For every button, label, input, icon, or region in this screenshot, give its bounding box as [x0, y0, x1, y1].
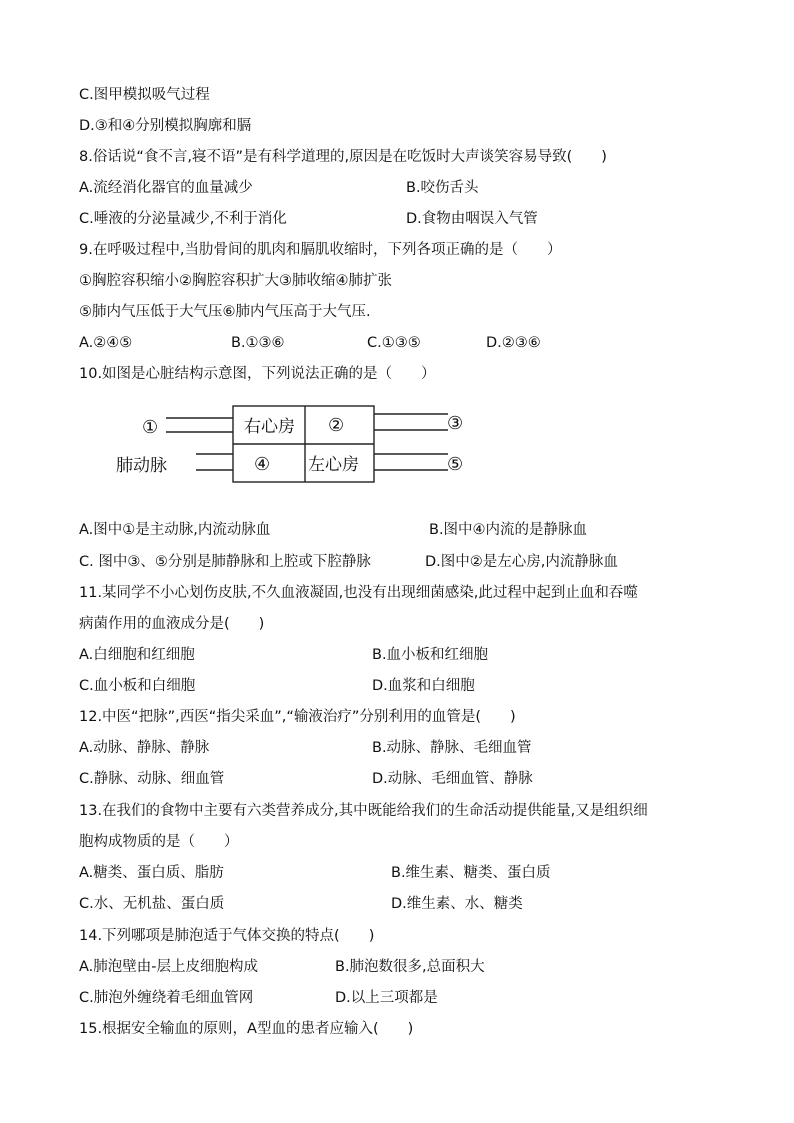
q10-option-b: B.图中④内流的是静脉血	[429, 522, 588, 538]
q11-option-d: D.血浆和白细胞	[372, 678, 475, 694]
q11-option-c: C.血小板和白细胞	[79, 678, 196, 694]
right-atrium-label: 右心房	[244, 417, 295, 437]
q10-option-a: A.图中①是主动脉,内流动脉血	[79, 522, 271, 538]
q13-option-d: D.维生素、水、糖类	[391, 896, 523, 912]
q13-option-b: B.维生素、糖类、蛋白质	[391, 865, 551, 881]
q9-option-b: B.①③⑥	[231, 335, 285, 351]
q9-statements-2: ⑤肺内气压低于大气压⑥肺内气压高于大气压.	[79, 304, 371, 320]
q9-statements-1: ①胸腔容积缩小②胸腔容积扩大③肺收缩④肺扩张	[79, 273, 392, 289]
question-10: 10.如图是心脏结构示意图，下列说法正确的是（ ）	[79, 366, 436, 382]
marker-4: ④	[254, 454, 271, 475]
option-c-prev: C.图甲模拟吸气过程	[79, 87, 210, 103]
question-13-line-1: 13.在我们的食物中主要有六类营养成分,其中既能给我们的生命活动提供能量,又是组织细	[79, 803, 648, 819]
question-15: 15.根据安全输血的原则，A型血的患者应输入( )	[79, 1021, 414, 1037]
marker-5: ⑤	[447, 454, 464, 475]
q14-option-c: C.肺泡外缠绕着毛细血管网	[79, 990, 254, 1006]
q10-option-c: C. 图中③、⑤分别是肺静脉和上腔或下腔静脉	[79, 554, 371, 570]
heart-structure-diagram	[110, 400, 490, 495]
q12-option-a: A.动脉、静脉、静脉	[79, 740, 210, 756]
q14-option-d: D.以上三项都是	[335, 990, 438, 1006]
question-9: 9.在呼吸过程中,当肋骨间的肌肉和膈肌收缩时，下列各项正确的是（ ）	[79, 242, 562, 258]
left-atrium-label: 左心房	[308, 455, 359, 475]
q8-option-d: D.食物由咽误入气管	[406, 211, 538, 227]
marker-3: ③	[447, 413, 464, 434]
q8-option-c: C.唾液的分泌量减少,不利于消化	[79, 211, 287, 227]
marker-2: ②	[328, 415, 345, 436]
q13-option-c: C.水、无机盐、蛋白质	[79, 896, 225, 912]
q14-option-a: A.肺泡壁由-层上皮细胞构成	[79, 959, 259, 975]
q10-option-d: D.图中②是左心房,内流静脉血	[425, 554, 618, 570]
question-8: 8.俗话说“食不言,寝不语”是有科学道理的,原因是在吃饭时大声谈笑容易导致( )	[79, 149, 607, 165]
question-14: 14.下列哪项是肺泡适于气体交换的特点( )	[79, 928, 375, 944]
q12-option-d: D.动脉、毛细血管、静脉	[372, 771, 533, 787]
marker-1: ①	[142, 417, 159, 438]
q13-option-a: A.糖类、蛋白质、脂肪	[79, 865, 224, 881]
question-11-line-2: 病菌作用的血液成分是( )	[79, 616, 265, 632]
q11-option-b: B.血小板和红细胞	[372, 647, 489, 663]
question-12: 12.中医“把脉”,西医“指尖采血”,“输液治疗”分别利用的血管是( )	[79, 709, 516, 725]
q9-option-a: A.②④⑤	[79, 335, 133, 351]
q9-option-d: D.②③⑥	[486, 335, 541, 351]
question-11-line-1: 11.某同学不小心划伤皮肤,不久血液凝固,也没有出现细菌感染,此过程中起到止血和吞噬	[79, 585, 638, 601]
q8-option-b: B.咬伤舌头	[406, 180, 479, 196]
q14-option-b: B.肺泡数很多,总面积大	[335, 959, 485, 975]
question-13-line-2: 胞构成物质的是（ ）	[79, 834, 239, 850]
option-d-prev: D.③和④分别模拟胸廓和膈	[79, 118, 252, 134]
q12-option-b: B.动脉、静脉、毛细血管	[372, 740, 532, 756]
q12-option-c: C.静脉、动脉、细血管	[79, 771, 225, 787]
q9-option-c: C.①③⑤	[367, 335, 421, 351]
pulmonary-artery-label: 肺动脉	[116, 456, 167, 476]
q11-option-a: A.白细胞和红细胞	[79, 647, 195, 663]
q8-option-a: A.流经消化器官的血量减少	[79, 180, 253, 196]
